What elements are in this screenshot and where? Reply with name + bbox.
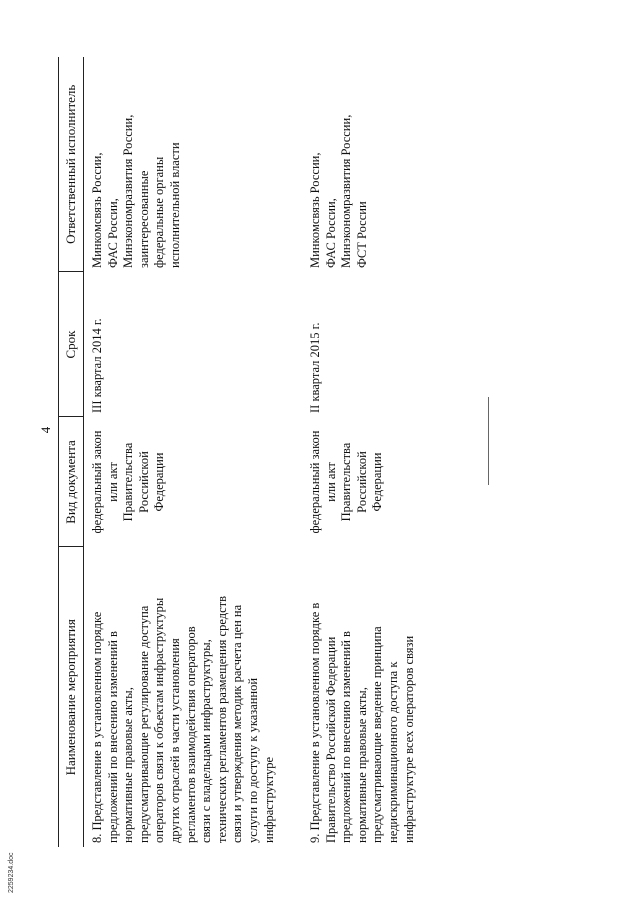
deadline-cell: III квартал 2014 г. — [90, 318, 104, 413]
page-number: 4 — [38, 426, 53, 434]
executor-cell: Минкомсвязь России, ФАС России, Минэкономразвития России, ФСТ России — [308, 114, 369, 268]
table-row — [302, 57, 498, 847]
doc-type-cell: федеральный закон или акт Правительства Российской Федерации — [90, 430, 167, 534]
separator-line — [488, 397, 489, 485]
document-code: 2259234.doc — [8, 852, 15, 893]
table-header-row — [59, 57, 84, 847]
header-doc-type: Вид документа — [59, 417, 84, 547]
event-name-cell: 8. Представление в установленном порядке предложений по внесению изменений в нормативные правовые акты, предусматривающие регулирование доступа операторов связи к объектам инфраструктуры других отраслей в части установления регламентов взаимодействия операторов связи с владельцами инфраструктуры, технических регламентов размещения средств связи и утверждения методик расчета цен на услуги по доступу к указанной инфраструктуре — [90, 595, 276, 843]
events-table — [58, 57, 498, 847]
deadline-cell: II квартал 2015 г. — [308, 322, 322, 413]
event-name-cell: 9. Представление в установленном порядке в Правительство Российской Федерации предложений по внесению изменений в нормативные правовые акты, предусматривающие введение принципа недискриминационного доступа к инфраструктуре всех операторов связи — [308, 602, 416, 843]
header-deadline: Срок — [59, 272, 84, 417]
header-event-name: Наименование мероприятия — [59, 547, 84, 847]
table-row — [84, 57, 303, 847]
executor-cell: Минкомсвязь России, ФАС России, Минэкономразвития России, заинтересованные федеральные органы исполнительной власти — [90, 114, 182, 268]
header-executor: Ответственный исполнитель — [59, 57, 84, 272]
doc-type-cell: федеральный закон или акт Правительства Российской Федерации — [308, 430, 385, 534]
